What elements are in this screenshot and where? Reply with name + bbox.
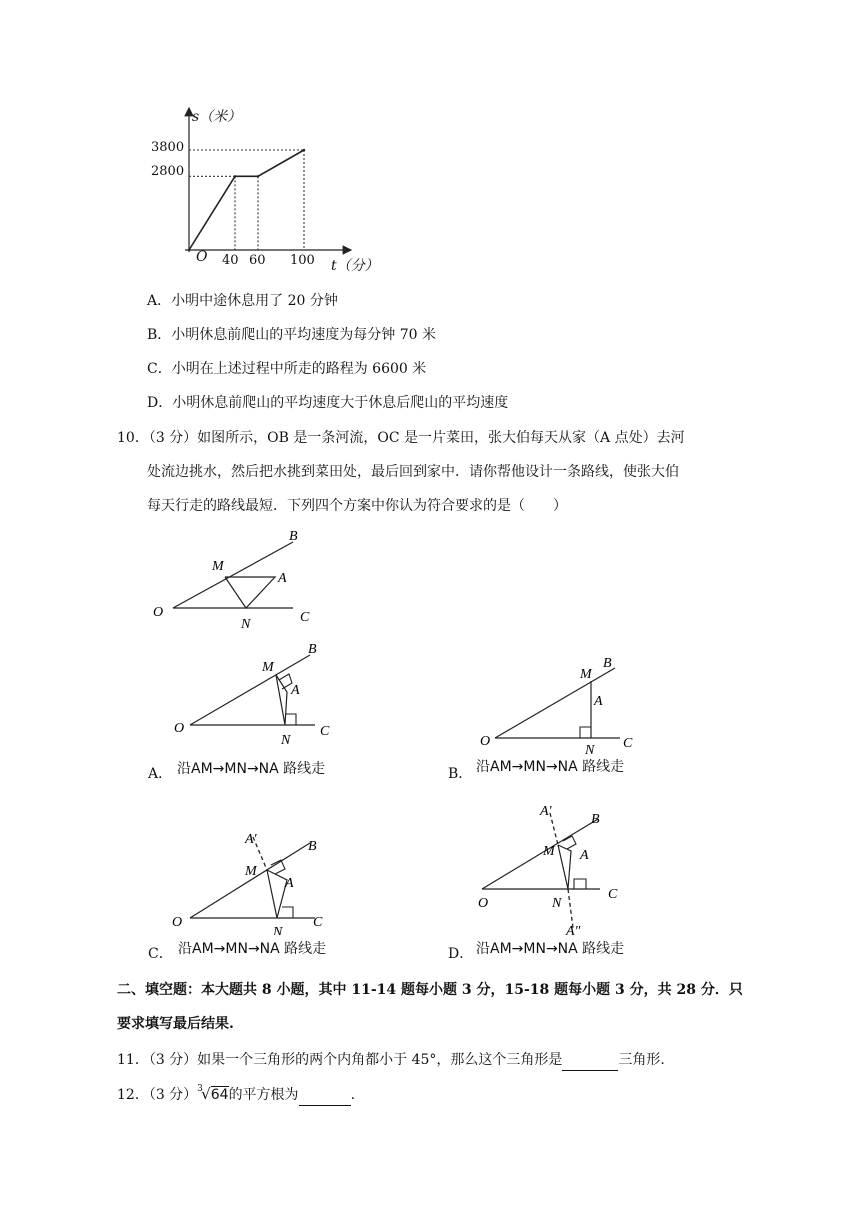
svg-text:N: N	[281, 733, 291, 748]
svg-text:C: C	[623, 736, 633, 751]
q10-figure-c	[165, 810, 345, 935]
x-tick-60: 60	[249, 253, 266, 268]
svg-text:B: B	[603, 656, 612, 671]
svg-text:N: N	[585, 743, 595, 758]
q10-main-figure	[145, 520, 325, 630]
svg-text:B: B	[308, 642, 317, 657]
svg-text:N: N	[552, 896, 562, 911]
svg-text:A: A	[580, 848, 589, 863]
q9-option-d: D．小明休息前爬山的平均速度大于休息后爬山的平均速度	[147, 395, 509, 411]
svg-text:O: O	[480, 734, 491, 749]
svg-text:C: C	[608, 887, 618, 902]
q10-figure-d	[470, 797, 650, 937]
svg-text:A: A	[291, 683, 300, 698]
q10-figure-b	[470, 650, 650, 760]
svg-text:C: C	[313, 915, 323, 930]
label-n: N	[241, 617, 251, 630]
y-axis-label: s（米）	[192, 109, 242, 125]
x-tick-100: 100	[290, 253, 315, 268]
section2-heading-line1: 二、填空题：本大题共 8 小题，其中 11-14 题每小题 3 分，15-18 题每小题 3 分，共 28 分．只	[117, 982, 743, 998]
q12-answer-blank[interactable]	[299, 1085, 351, 1106]
origin-label: O	[196, 249, 208, 265]
svg-text:A″: A″	[566, 924, 581, 937]
svg-text:B: B	[591, 812, 600, 827]
svg-text:M: M	[543, 844, 555, 859]
q10-stem-line2: 处流边挑水，然后把水挑到菜田处，最后回到家中．请你帮他设计一条路线，使张大伯	[147, 464, 679, 480]
data-point-0	[188, 249, 190, 251]
y-tick-3800: 3800	[151, 140, 185, 155]
label-a: A	[278, 571, 287, 586]
label-o: O	[153, 605, 164, 620]
svg-text:A′: A′	[540, 804, 552, 819]
label-c: C	[300, 610, 310, 625]
svg-text:O: O	[174, 721, 185, 736]
q11-answer-blank[interactable]	[562, 1050, 618, 1071]
svg-text:O: O	[478, 896, 489, 911]
svg-text:M: M	[262, 660, 274, 675]
q10-figure-a	[165, 640, 345, 750]
svg-text:C: C	[320, 724, 330, 739]
q9-option-a: A．小明中途休息用了 20 分钟	[147, 293, 338, 309]
label-m: M	[212, 559, 224, 574]
label-b: B	[289, 529, 298, 544]
svg-text:M: M	[580, 667, 592, 682]
q10-option-c-caption: 沿AM→MN→NA 路线走	[178, 941, 327, 957]
q12: 12．（3 分） 3 √64的平方根为 .	[117, 1084, 355, 1106]
series-line	[189, 150, 304, 250]
data-point-3	[303, 149, 305, 151]
data-point-1	[234, 175, 236, 177]
q9-option-b: B．小明休息前爬山的平均速度为每分钟 70 米	[147, 327, 437, 343]
svg-text:A: A	[285, 876, 294, 891]
data-point-2	[257, 175, 259, 177]
q10-option-d-letter: D．	[448, 946, 474, 962]
cube-root-expression: 3 √64	[197, 1084, 229, 1103]
q10-option-b-letter: B．	[448, 766, 473, 782]
section2-heading-line2: 要求填写最后结果.	[117, 1016, 234, 1032]
q11: 11．（3 分）如果一个三角形的两个内角都小于 45°，那么这个三角形是 三角形.	[117, 1050, 665, 1071]
q10-option-b-caption: 沿AM→MN→NA 路线走	[476, 759, 625, 775]
svg-text:B: B	[308, 839, 317, 854]
q10-stem-line1: 10．（3 分）如图所示，OB 是一条河流，OC 是一片菜田，张大伯每天从家（A 点处）去河	[117, 430, 685, 446]
y-tick-2800: 2800	[151, 164, 185, 179]
q10-option-a-letter: A．	[148, 766, 173, 782]
svg-text:O: O	[172, 915, 183, 930]
x-tick-40: 40	[222, 253, 239, 268]
x-axis-label: t（分）	[331, 258, 379, 274]
q10-stem-line3: 每天行走的路线最短．下列四个方案中你认为符合要求的是（ ）	[147, 498, 567, 514]
svg-text:N: N	[273, 925, 283, 935]
q10-option-c-letter: C．	[148, 946, 173, 962]
svg-text:A: A	[594, 694, 603, 709]
q9-option-c: C．小明在上述过程中所走的路程为 6600 米	[147, 361, 427, 377]
q10-option-d-caption: 沿AM→MN→NA 路线走	[476, 941, 625, 957]
svg-text:A′: A′	[245, 832, 257, 847]
q10-option-a-caption: 沿AM→MN→NA 路线走	[177, 761, 326, 777]
svg-text:M: M	[245, 864, 257, 879]
